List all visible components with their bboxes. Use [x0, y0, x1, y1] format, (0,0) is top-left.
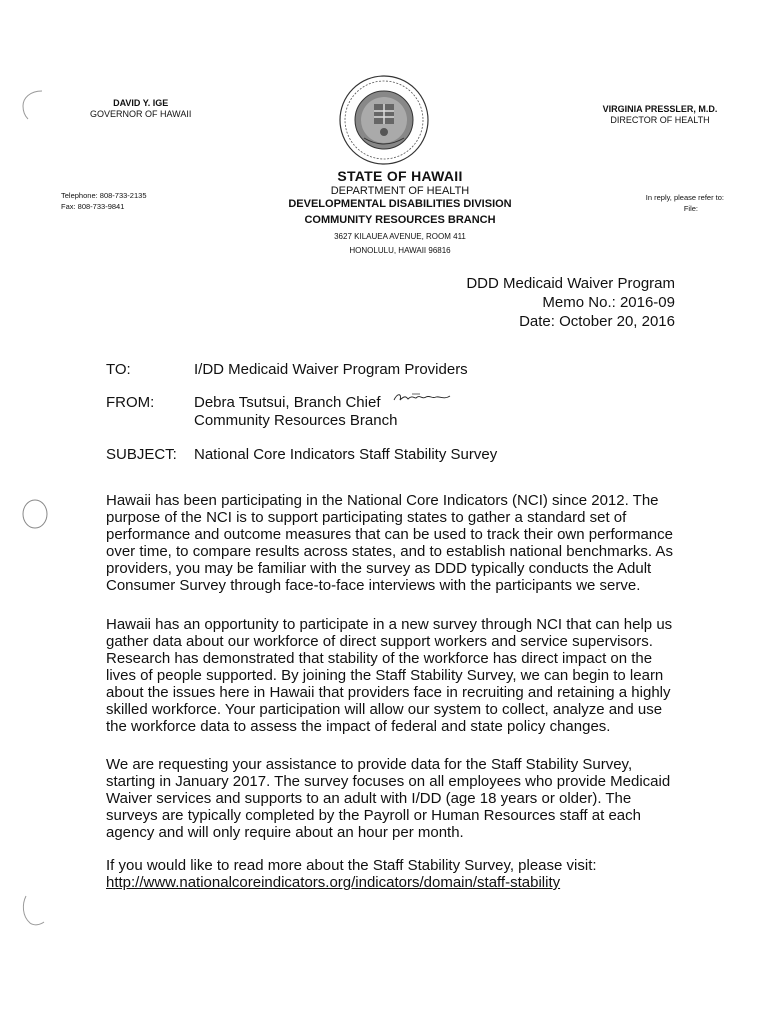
fax: Fax: 808-733-9841 — [61, 202, 125, 211]
punch-hole-icon — [20, 892, 50, 928]
director-title: DIRECTOR OF HEALTH — [610, 115, 710, 125]
to-value: I/DD Medicaid Waiver Program Providers — [194, 361, 468, 378]
state-title: STATE OF HAWAII — [337, 168, 463, 184]
from-value-2: Community Resources Branch — [194, 412, 398, 429]
reply-label: In reply, please refer to: — [645, 193, 724, 202]
reply-block — [640, 192, 724, 214]
paragraph-1: Hawaii has been participating in the National Core Indicators (NCI) since 2012. The purpose of the NCI is to support participating states to gather a standard set of performance and outcome measures that can be used to track their own performance over time, to compare results across states, and to establish national benchmarks. As providers, you may be familiar with the survey as DDD typically conducts the Adult Consumer Survey through face-to-face interviews with the participants we serve. — [106, 492, 673, 594]
memo-number: Memo No.: 2016-09 — [542, 294, 675, 311]
staff-stability-link[interactable]: http://www.nationalcoreindicators.org/indicators/domain/staff-stability — [106, 874, 561, 891]
branch-name: COMMUNITY RESOURCES BRANCH — [304, 214, 496, 226]
from-value-1: Debra Tsutsui, Branch Chief — [194, 394, 381, 411]
from-label: FROM: — [106, 394, 155, 411]
paragraph-4-intro: If you would like to read more about the Staff Stability Survey, please visit: — [106, 857, 597, 874]
state-seal-icon — [334, 74, 434, 166]
file-label: File: — [683, 204, 698, 213]
subject-label: SUBJECT: — [106, 446, 177, 463]
to-label: TO: — [106, 361, 131, 378]
division-name: DEVELOPMENTAL DISABILITIES DIVISION — [288, 198, 512, 210]
signature-icon — [392, 390, 454, 406]
memo-info — [466, 274, 675, 331]
department-name: DEPARTMENT OF HEALTH — [330, 185, 470, 197]
contact-block — [61, 190, 147, 212]
telephone: Telephone: 808-733-2135 — [61, 191, 147, 200]
paragraph-3: We are requesting your assistance to provide data for the Staff Stability Survey, starting in January 2017. The survey focuses on all employees who provide Medicaid Waiver services and supports to an adult with I/DD (age 18 years or older). The surveys are typically completed by the Payroll or Human Resources staff at each agency and will only require about an hour per month. — [106, 756, 671, 841]
punch-hole-icon — [20, 496, 50, 532]
governor-block — [90, 98, 191, 120]
subject-value: National Core Indicators Staff Stability Survey — [194, 446, 498, 463]
director-name: VIRGINIA PRESSLER, M.D. — [602, 104, 718, 114]
program-name: DDD Medicaid Waiver Program — [466, 275, 675, 292]
memo-date: Date: October 20, 2016 — [519, 313, 675, 330]
address-line-1: 3627 KILAUEA AVENUE, ROOM 411 — [334, 232, 466, 241]
address-line-2: HONOLULU, HAWAII 96816 — [349, 246, 451, 255]
director-block — [600, 104, 720, 126]
governor-name: DAVID Y. IGE — [113, 98, 169, 108]
punch-hole-icon — [20, 88, 50, 122]
paragraph-4 — [106, 857, 681, 891]
paragraph-2: Hawaii has an opportunity to participate in a new survey through NCI that can help us gather data about our workforce of direct support workers and service supervisors. Research has demonstrated that stability of the workforce has direct impact on the lives of people supported. By joining the Staff Stability Survey, we can begin to learn about the issues here in Hawaii that providers face in recruiting and retaining a highly skilled workforce. Your participation will allow our system to collect, analyze and use the workforce data to assess the impact of federal and state policy changes. — [106, 616, 673, 735]
governor-title: GOVERNOR OF HAWAII — [90, 109, 192, 119]
